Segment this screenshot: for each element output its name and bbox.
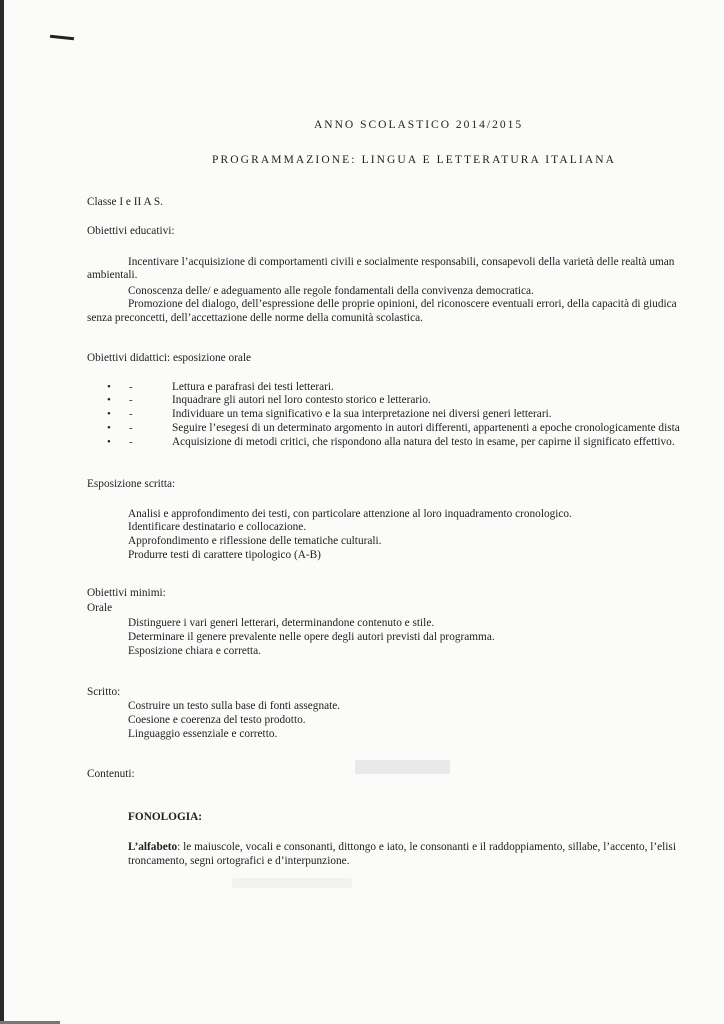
bullet-dash: - <box>129 408 133 420</box>
educational-objectives-heading: Obiettivi educativi: <box>87 225 175 237</box>
bullet-dot: • <box>107 408 111 420</box>
document-title: PROGRAMMAZIONE: LINGUA E LETTERATURA ITALIANA <box>212 154 617 166</box>
didactic-item: Acquisizione di metodi critici, che rispondono alla natura del testo in esame, per capirne il significato effettivo. <box>172 436 675 448</box>
educational-line: Conoscenza delle/ e adeguamento alle regole fondamentali della convivenza democratica. <box>128 285 534 297</box>
contents-heading: Contenuti: <box>87 768 135 780</box>
didactic-item: Lettura e parafrasi dei testi letterari. <box>172 381 334 393</box>
didactic-item: Seguire l’esegesi di un determinato argomento in autori differenti, appartenenti a epoche cronologicamente dista <box>172 422 680 434</box>
bullet-dash: - <box>129 436 133 448</box>
bullet-dash: - <box>129 381 133 393</box>
alphabet-label: L’alfabeto <box>128 841 178 853</box>
oral-line: Esposizione chiara e corretta. <box>128 645 261 657</box>
bullet-dot: • <box>107 422 111 434</box>
written-line: Produrre testi di carattere tipologico (A-B) <box>128 549 321 561</box>
written-min-line: Linguaggio essenziale e corretto. <box>128 728 278 740</box>
educational-line: ambientali. <box>87 269 138 281</box>
bullet-dash: - <box>129 394 133 406</box>
alphabet-line-2: troncamento, segni ortografici e d’interpunzione. <box>128 855 350 867</box>
written-line: Identificare destinatario e collocazione. <box>128 521 307 533</box>
scan-smudge <box>355 760 450 774</box>
bullet-dash: - <box>129 422 133 434</box>
didactic-objectives-heading: Obiettivi didattici: esposizione orale <box>87 352 252 364</box>
written-line: Analisi e approfondimento dei testi, con particolare attenzione al loro inquadramento cronologico. <box>128 508 572 520</box>
didactic-item: Individuare un tema significativo e la sua interpretazione nei diversi generi letterari. <box>172 408 552 420</box>
bullet-dot: • <box>107 436 111 448</box>
alphabet-text: : le maiuscole, vocali e consonanti, dittongo e iato, le consonanti e il raddoppiamento, sillabe, l’accento, l’elisi <box>177 841 676 853</box>
scan-smudge <box>232 878 352 888</box>
written-label: Scritto: <box>87 686 121 698</box>
bullet-dot: • <box>107 394 111 406</box>
phonology-heading: FONOLOGIA: <box>128 811 203 823</box>
educational-line: Promozione del dialogo, dell’espressione delle proprie opinioni, del riconoscere eventuali errori, della capacità di giudica <box>128 298 677 310</box>
didactic-item: Inquadrare gli autori nel loro contesto storico e letterario. <box>172 394 431 406</box>
written-exposition-heading: Esposizione scritta: <box>87 478 176 490</box>
oral-line: Distinguere i vari generi letterari, determinandone contenuto e stile. <box>128 617 435 629</box>
minimum-objectives-heading: Obiettivi minimi: <box>87 587 166 599</box>
written-min-line: Costruire un testo sulla base di fonti assegnate. <box>128 700 341 712</box>
educational-line: senza preconcetti, dell’accettazione delle norme della comunità scolastica. <box>87 312 423 324</box>
pen-mark <box>50 35 74 40</box>
oral-line: Determinare il genere prevalente nelle opere degli autori previsti dal programma. <box>128 631 495 643</box>
class-label: Classe I e II A S. <box>87 196 163 208</box>
written-line: Approfondimento e riflessione delle tematiche culturali. <box>128 535 382 547</box>
oral-label: Orale <box>87 602 113 614</box>
school-year-heading: ANNO SCOLASTICO 2014/2015 <box>314 119 524 131</box>
alphabet-line <box>128 841 676 854</box>
page-left-edge <box>0 0 4 1024</box>
written-min-line: Coesione e coerenza del testo prodotto. <box>128 714 306 726</box>
educational-line: Incentivare l’acquisizione di comportamenti civili e socialmente responsabili, consapevoli della varietà delle realtà uman <box>128 256 675 268</box>
bullet-dot: • <box>107 381 111 393</box>
